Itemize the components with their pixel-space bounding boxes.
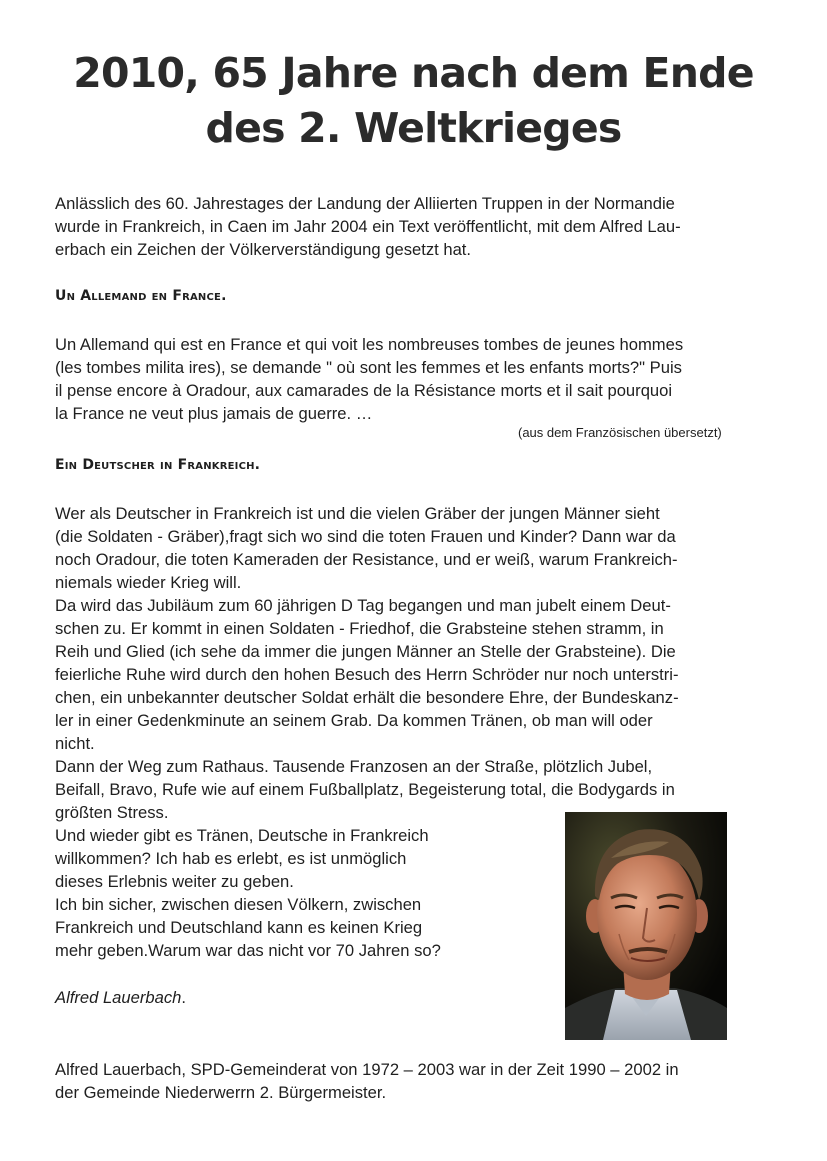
intro-line: Anlässlich des 60. Jahrestages der Landung der Alliierten Truppen in der Normandie: [55, 194, 675, 213]
side-line: Frankreich und Deutschland kann es keinen Krieg: [55, 918, 423, 937]
french-paragraph: [55, 333, 775, 425]
german-line: Beifall, Bravo, Rufe wie auf einem Fußballplatz, Begeisterung total, die Bodygards in: [55, 780, 675, 799]
german-line: nicht.: [55, 734, 95, 753]
signature: [55, 988, 186, 1008]
german-line: niemals wieder Krieg will.: [55, 573, 242, 592]
intro-line: erbach ein Zeichen der Völkerverständigung gesetzt hat.: [55, 240, 472, 259]
intro-paragraph: [55, 192, 775, 261]
side-line: mehr geben.Warum war das nicht vor 70 Jahren so?: [55, 941, 441, 960]
french-line: Un Allemand qui est en France et qui voit les nombreuses tombes de jeunes hommes: [55, 335, 684, 354]
page-title: [40, 46, 787, 156]
german-line: Da wird das Jubiläum zum 60 jährigen D Tag begangen und man jubelt einem Deut-: [55, 596, 671, 615]
german-line: größten Stress.: [55, 803, 169, 822]
footer-paragraph: [55, 1058, 775, 1104]
title-line-1: 2010, 65 Jahre nach dem Ende: [73, 49, 754, 97]
side-paragraph: [55, 824, 535, 962]
section-heading-german: Ein Deutscher in Frankreich.: [55, 457, 261, 473]
german-line: feierliche Ruhe wird durch den hohen Besuch des Herrn Schröder nur noch unterstri-: [55, 665, 679, 684]
side-line: Und wieder gibt es Tränen, Deutsche in Frankreich: [55, 826, 429, 845]
intro-line: wurde in Frankreich, in Caen im Jahr 2004 ein Text veröffentlicht, mit dem Alfred Lau-: [55, 217, 681, 236]
side-line: Ich bin sicher, zwischen diesen Völkern, zwischen: [55, 895, 422, 914]
translation-note: (aus dem Französischen übersetzt): [518, 425, 722, 440]
german-line: schen zu. Er kommt in einen Soldaten - Friedhof, die Grabsteine stehen stramm, in: [55, 619, 664, 638]
footer-line: Alfred Lauerbach, SPD-Gemeinderat von 1972 – 2003 war in der Zeit 1990 – 2002 in: [55, 1060, 679, 1079]
german-paragraph: [55, 502, 775, 824]
side-line: dieses Erlebnis weiter zu geben.: [55, 872, 294, 891]
german-line: Wer als Deutscher in Frankreich ist und die vielen Gräber der jungen Männer sieht: [55, 504, 660, 523]
footer-line: der Gemeinde Niederwerrn 2. Bürgermeister.: [55, 1083, 387, 1102]
portrait-photo: [565, 812, 727, 1040]
german-line: (die Soldaten - Gräber),fragt sich wo sind die toten Frauen und Kinder? Dann war da: [55, 527, 676, 546]
signature-period: .: [181, 988, 187, 1007]
german-line: Reih und Glied (ich sehe da immer die jungen Männer an Stelle der Grabsteine). Die: [55, 642, 676, 661]
german-line: Dann der Weg zum Rathaus. Tausende Franzosen an der Straße, plötzlich Jubel,: [55, 757, 653, 776]
portrait-photo-image: [565, 812, 727, 1040]
section-heading-french: Un Allemand en France.: [55, 288, 227, 304]
french-line: (les tombes milita ires), se demande " où sont les femmes et les enfants morts?" Puis: [55, 358, 682, 377]
french-line: la France ne veut plus jamais de guerre. …: [55, 404, 373, 423]
german-line: ler in einer Gedenkminute an seinem Grab. Da kommen Tränen, ob man will oder: [55, 711, 653, 730]
signature-name: Alfred Lauerbach: [55, 988, 182, 1007]
side-line: willkommen? Ich hab es erlebt, es ist unmöglich: [55, 849, 407, 868]
german-line: chen, ein unbekannter deutscher Soldat erhält die besondere Ehre, der Bundeskanz-: [55, 688, 679, 707]
french-line: il pense encore à Oradour, aux camarades de la Résistance morts et il sait pourquoi: [55, 381, 673, 400]
title-line-2: des 2. Weltkrieges: [205, 104, 622, 152]
german-line: noch Oradour, die toten Kameraden der Resistance, und er weiß, warum Frankreich-: [55, 550, 678, 569]
